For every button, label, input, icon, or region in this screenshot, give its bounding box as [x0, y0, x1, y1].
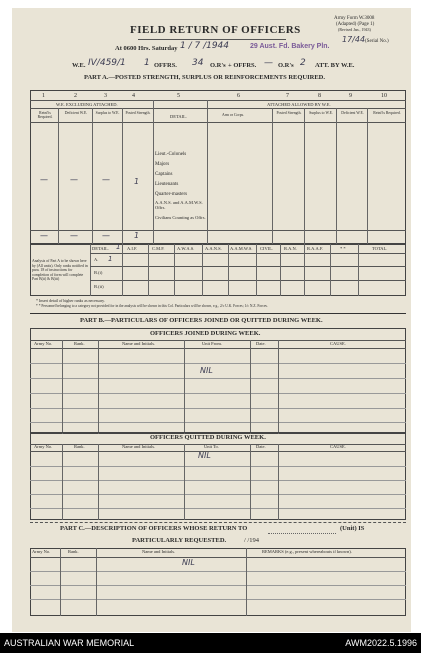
ors2-label: O.R's — [278, 62, 294, 69]
col-header: Surplus to W.E. — [95, 111, 120, 115]
col-header: Reinf'ts Required. — [37, 111, 53, 119]
col-num: 10 — [381, 93, 387, 99]
joined-col: Date. — [256, 341, 266, 346]
form-revised: (Revised Jan., 1943) — [338, 27, 371, 32]
rank-label: Civilians Counting as Offrs. — [155, 215, 206, 220]
plus-offrs-label: + OFFRS. — [228, 62, 257, 69]
form-adapted: (Adapted) (Page 1) — [336, 22, 375, 27]
quitted-title: OFFICERS QUITTED DURING WEEK. — [150, 434, 266, 441]
analysis-col: R.A.N. — [284, 246, 297, 251]
serial-label: (Serial No.) — [365, 39, 389, 44]
offrs-label: OFFRS. — [154, 62, 177, 69]
written-dash: — — [40, 175, 48, 184]
we-written: IV/459/1 — [88, 58, 126, 68]
col-num: 6 — [237, 93, 240, 99]
analysis-row: B.(i) — [94, 270, 103, 275]
joined-title: OFFICERS JOINED DURING WEEK. — [150, 330, 261, 337]
detail-header: DETAIL. — [170, 114, 188, 119]
quitted-col: Name and Initials. — [122, 444, 156, 449]
joined-col: Rank. — [74, 341, 85, 346]
col-num: 8 — [318, 93, 321, 99]
plus-offrs-written: — — [264, 58, 273, 68]
rank-label: Captains — [155, 172, 173, 177]
written-total: — — [70, 231, 78, 240]
analysis-detail-label: DETAIL. — [92, 246, 110, 251]
col-header: Arm or Corps. — [222, 113, 245, 117]
part-c-col: REMARKS (e.g., present whereabouts if known). — [262, 549, 352, 554]
part-c-col: Army No. — [32, 549, 51, 554]
col-num: 4 — [132, 93, 135, 99]
offrs-written: 1 — [144, 58, 150, 68]
quitted-col: Army No. — [34, 444, 53, 449]
rank-label: Lieut.-Colonels — [155, 152, 187, 157]
analysis-col: TOTAL. — [372, 246, 388, 251]
col-header: Deficient W.E. — [64, 111, 88, 115]
att-label: ATT. BY W.E. — [315, 62, 355, 69]
at-label: At 0600 Hrs. Saturday — [115, 45, 178, 52]
form-id: Army Form W.3008 — [334, 16, 375, 21]
col-header: Posted Strength. — [125, 111, 151, 115]
ors-written: 34 — [192, 58, 204, 68]
part-c-col: Rank. — [68, 549, 79, 554]
footnote-2: * * Personnel belonging to a category not provided for in the analysis will be shown in this Col. Particulars will be shown, e.g., 2/c U.K. Forces; 1/c N.Z. Forces. — [36, 304, 268, 308]
we-label: W.E. — [72, 62, 86, 69]
part-c-requested-date: / /194 — [244, 537, 259, 544]
serial-written: 17/44 — [342, 35, 366, 44]
analysis-note: Analysis of Part A to be shown here by (All units). Only ranks notified in para. 18 of instructions for completion of form will complete Part B(ii) & B(iii) — [32, 259, 88, 282]
analysis-row-a-written: 1 — [108, 255, 113, 263]
unit-stamp: 29 Aust. Fd. Bakery Pln. — [250, 43, 330, 50]
attached-header: ATTACHED ALLOWED BY W.E. — [267, 102, 331, 107]
part-c-requested: PARTICULARLY REQUESTED. — [132, 537, 227, 544]
footer-left: AUSTRALIAN WAR MEMORIAL — [4, 638, 135, 648]
quitted-col: CAUSE. — [330, 444, 346, 449]
footnote-1: * Insert detail of higher ranks as necessary. — [36, 298, 105, 303]
archive-footer — [0, 633, 421, 653]
written-total: — — [102, 231, 110, 240]
col-num: 5 — [177, 93, 180, 99]
col-num: 9 — [349, 93, 352, 99]
col-header: Reinf'ts Required. — [373, 111, 401, 115]
form-sheet — [12, 8, 411, 632]
written-total: — — [40, 231, 48, 240]
part-c-unit-is: (Unit) IS — [340, 525, 365, 532]
we-excluding-header: W.E. EXCLUDING ATTACHED. — [56, 102, 118, 107]
part-c-nil: NIL — [182, 558, 195, 567]
part-c-col: Name and Initials. — [142, 549, 176, 554]
joined-col: Unit From. — [202, 341, 223, 346]
footer-right: AWM2022.5.1996 — [345, 638, 417, 648]
ors2-written: 2 — [300, 58, 306, 68]
col-num: 7 — [286, 93, 289, 99]
analysis-row: A. — [94, 257, 99, 262]
analysis-col: A.A.M.W.S. — [230, 246, 253, 251]
col-header: Posted Strength. — [276, 111, 302, 115]
quitted-col: Unit To. — [204, 444, 219, 449]
col-header: Surplus to W.E. — [309, 111, 333, 115]
written-total: 1 — [134, 231, 140, 240]
analysis-col: R.A.A.F. — [307, 246, 324, 251]
col-num: 3 — [104, 93, 107, 99]
joined-nil: NIL — [200, 366, 213, 375]
part-a-title: PART A.—POSTED STRENGTH, SURPLUS OR REINFORCEMENTS REQUIRED. — [84, 74, 325, 81]
quitted-col: Date. — [256, 444, 266, 449]
part-c-title: PART C.—DESCRIPTION OF OFFICERS WHOSE RETURN TO — [60, 525, 248, 532]
written-dash: — — [102, 175, 110, 184]
rank-label: Lieutenants — [155, 182, 179, 187]
analysis-col: A.A.N.S. — [205, 246, 222, 251]
joined-col: CAUSE. — [330, 341, 346, 346]
joined-col: Name and Initials. — [122, 341, 156, 346]
written-dash: — — [70, 175, 78, 184]
analysis-col: * * — [340, 246, 346, 251]
analysis-col: CIVIL. — [260, 246, 274, 251]
analysis-row: B.(ii) — [94, 284, 104, 289]
joined-col: Army No. — [34, 341, 53, 346]
written-posted: 1 — [134, 177, 140, 186]
analysis-detail-written: 1 — [116, 243, 121, 251]
analysis-col: A.I.F. — [127, 246, 138, 251]
quitted-col: Rank. — [74, 444, 85, 449]
col-header: Deficient W.E. — [341, 111, 364, 115]
rank-label: Quarter-masters — [155, 192, 188, 197]
form-title: FIELD RETURN OF OFFICERS — [130, 24, 301, 36]
part-c-table — [30, 548, 406, 616]
date-written: 1 / 7 /1944 — [180, 41, 230, 51]
quitted-nil: NIL — [198, 451, 211, 460]
analysis-col: A.W.A.S. — [177, 246, 195, 251]
ors-label: O.R's — [210, 62, 226, 69]
col-num: 1 — [42, 93, 45, 99]
part-b-title: PART B.—PARTICULARS OF OFFICERS JOINED OR QUITTED DURING WEEK. — [80, 317, 323, 324]
rank-label: Majors — [155, 162, 170, 167]
col-num: 2 — [74, 93, 77, 99]
rank-label: A.A.N.S. and A.A.M.W.S. Offrs. — [155, 200, 203, 210]
analysis-col: C.M.F. — [152, 246, 165, 251]
